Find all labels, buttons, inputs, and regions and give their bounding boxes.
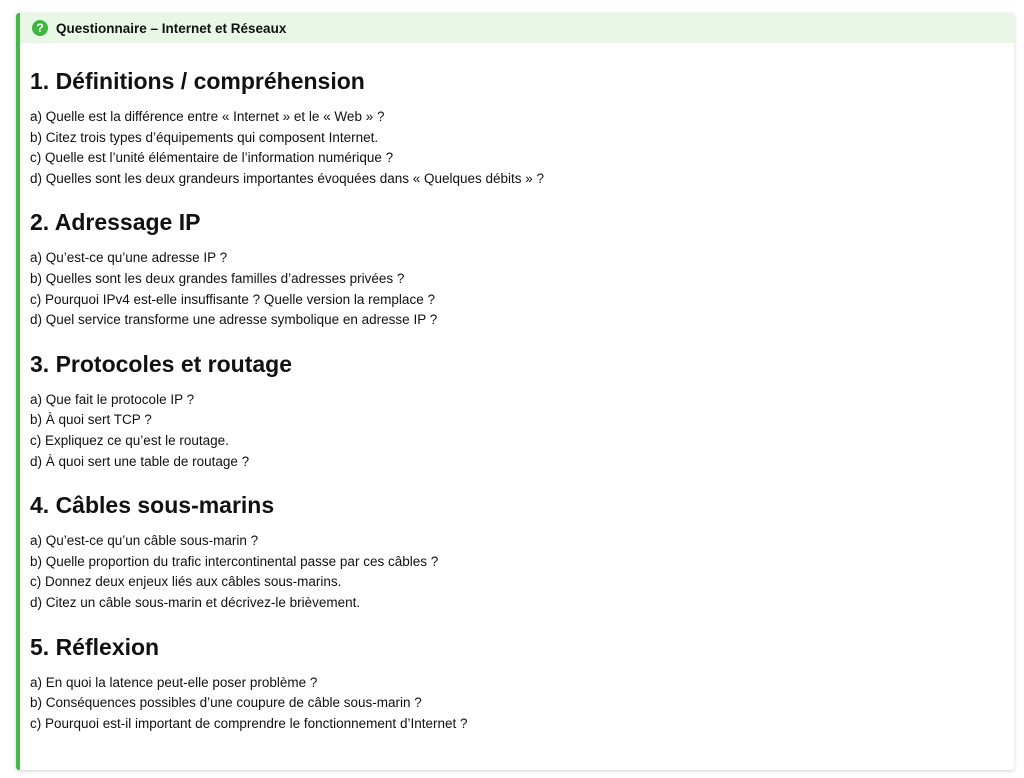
- question-list: [30, 248, 1002, 330]
- question-list: [30, 673, 1002, 735]
- section-title: 5. Réflexion: [30, 633, 160, 660]
- question-item: a) En quoi la latence peut-elle poser problème ?: [30, 674, 318, 690]
- question-item: a) Qu’est-ce qu’une adresse IP ?: [30, 250, 228, 266]
- question-item: b) Citez trois types d’équipements qui composent Internet.: [30, 129, 379, 145]
- questionnaire-card: [16, 13, 1014, 770]
- card-body: [20, 67, 1014, 734]
- section-cables: [30, 491, 1002, 613]
- section-protocoles: [30, 350, 1002, 472]
- question-item: d) À quoi sert une table de routage ?: [30, 453, 250, 469]
- question-item: b) Conséquences possibles d’une coupure de câble sous-marin ?: [30, 695, 422, 711]
- question-item: c) Pourquoi IPv4 est-elle insuffisante ? Quelle version la remplace ?: [30, 291, 435, 307]
- question-item: d) Quelles sont les deux grandeurs importantes évoquées dans « Quelques débits » ?: [30, 170, 545, 186]
- section-title: 2. Adressage IP: [30, 209, 201, 236]
- question-item: c) Quelle est l’unité élémentaire de l’information numérique ?: [30, 150, 394, 166]
- section-definitions: [30, 67, 1002, 189]
- section-reflexion: [30, 633, 1002, 735]
- section-title: 1. Définitions / compréhension: [30, 68, 365, 94]
- question-item: b) Quelle proportion du trafic intercontinental passe par ces câbles ?: [30, 553, 439, 569]
- question-list: [30, 107, 1002, 189]
- question-item: b) Quelles sont les deux grandes familles d’adresses privées ?: [30, 270, 405, 286]
- question-item: d) Citez un câble sous-marin et décrivez-le brièvement.: [30, 594, 361, 610]
- question-list: [30, 531, 1002, 613]
- section-adressage-ip: [30, 208, 1002, 330]
- card-header: [20, 13, 1014, 43]
- question-item: c) Donnez deux enjeux liés aux câbles sous-marins.: [30, 574, 342, 590]
- help-circle-icon: ?: [32, 20, 48, 36]
- question-item: c) Pourquoi est-il important de comprendre le fonctionnement d’Internet ?: [30, 715, 468, 731]
- question-item: a) Que fait le protocole IP ?: [30, 391, 195, 407]
- question-item: a) Qu’est-ce qu’un câble sous-marin ?: [30, 533, 259, 549]
- question-item: d) Quel service transforme une adresse symbolique en adresse IP ?: [30, 312, 438, 328]
- section-title: 3. Protocoles et routage: [30, 350, 293, 377]
- question-item: a) Quelle est la différence entre « Internet » et le « Web » ?: [30, 109, 385, 124]
- question-item: c) Expliquez ce qu’est le routage.: [30, 432, 229, 448]
- card-title: Questionnaire – Internet et Réseaux: [56, 20, 287, 36]
- question-item: b) À quoi sert TCP ?: [30, 412, 152, 428]
- section-title: 4. Câbles sous-marins: [30, 492, 275, 519]
- question-list: [30, 390, 1002, 472]
